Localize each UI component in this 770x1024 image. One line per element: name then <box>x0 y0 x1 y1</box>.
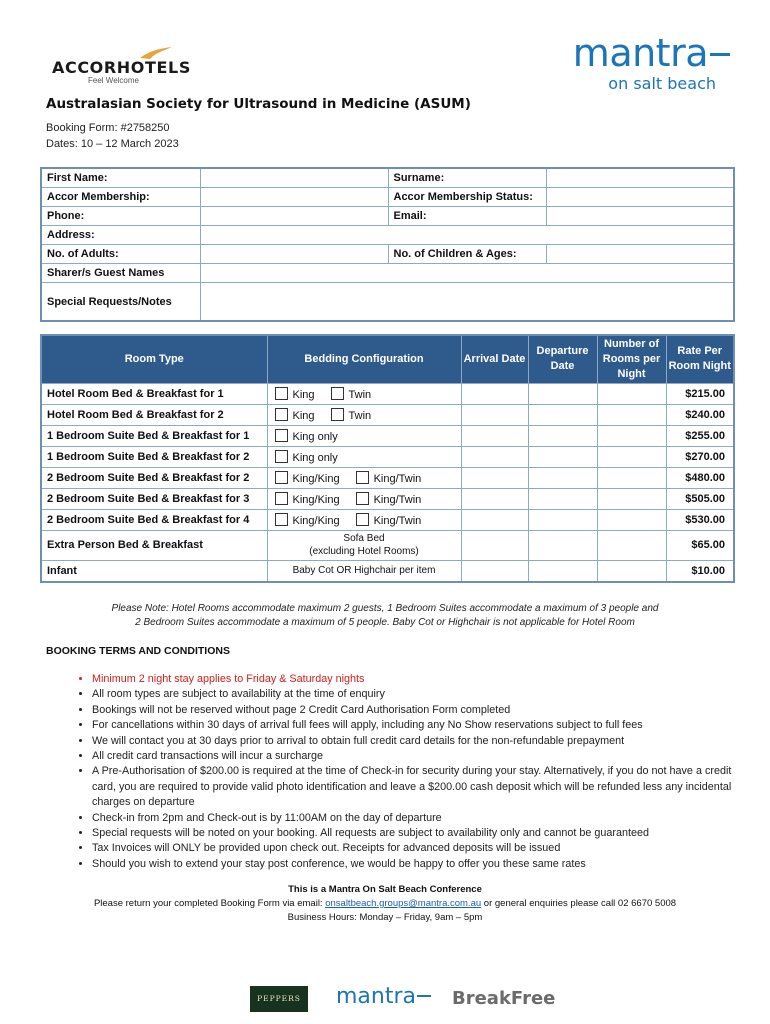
bedding-checkbox[interactable] <box>275 408 288 421</box>
bedding-checkbox[interactable] <box>275 513 288 526</box>
room-type-header: Room Type <box>41 335 267 383</box>
arrival-cell[interactable] <box>461 446 528 467</box>
bedding-checkbox[interactable] <box>275 492 288 505</box>
number-cell[interactable] <box>597 509 666 530</box>
phone-field[interactable] <box>200 207 388 226</box>
arrival-cell[interactable] <box>461 425 528 446</box>
accorhotels-logo <box>52 46 262 86</box>
mantra-footer-logo: mantra <box>336 984 431 1009</box>
table-row <box>41 488 734 509</box>
departure-cell[interactable] <box>528 488 597 509</box>
number-cell[interactable] <box>597 467 666 488</box>
room-type-cell: Hotel Room Bed & Breakfast for 2 <box>41 404 267 425</box>
number-rooms-header: Number of Rooms per Night <box>597 335 666 383</box>
list-item: • Should you wish to extend your stay post conference, we would be happy to offer you these same rates <box>92 857 752 872</box>
bedding-checkbox[interactable] <box>356 471 369 484</box>
room-type-cell: Infant <box>41 560 267 582</box>
table-row <box>41 446 734 467</box>
bedding-option-label: King only <box>292 451 338 464</box>
return-text: or general enquiries please call 02 6670 5008 <box>481 898 677 909</box>
bedding-cell <box>267 404 461 425</box>
bedding-cell <box>267 467 461 488</box>
bedding-checkbox[interactable] <box>275 471 288 484</box>
room-type-cell: 2 Bedroom Suite Bed & Breakfast for 4 <box>41 509 267 530</box>
departure-cell[interactable] <box>528 530 597 560</box>
number-cell[interactable] <box>597 560 666 582</box>
business-hours: Business Hours: Monday – Friday, 9am – 5pm <box>287 912 483 923</box>
bedding-checkbox[interactable] <box>275 450 288 463</box>
children-label: No. of Children & Ages: <box>388 245 546 264</box>
room-type-cell: 1 Bedroom Suite Bed & Breakfast for 2 <box>41 446 267 467</box>
table-row <box>41 467 734 488</box>
bedding-option-label: King <box>292 409 315 422</box>
departure-cell[interactable] <box>528 467 597 488</box>
arrival-cell[interactable] <box>461 530 528 560</box>
conference-statement: This is a Mantra On Salt Beach Conference <box>288 884 482 895</box>
arrival-cell[interactable] <box>461 560 528 582</box>
bedding-cell <box>267 530 461 560</box>
number-cell[interactable] <box>597 530 666 560</box>
list-item: • Minimum 2 night stay applies to Friday & Saturday nights <box>92 672 752 687</box>
list-item: • Tax Invoices will ONLY be provided upon check out. Receipts for advanced deposits will be issued <box>92 841 752 856</box>
room-type-cell: 2 Bedroom Suite Bed & Breakfast for 2 <box>41 467 267 488</box>
email-field[interactable] <box>546 207 734 226</box>
list-item: • Bookings will not be reserved without page 2 Credit Card Authorisation Form completed <box>92 703 752 718</box>
number-cell[interactable] <box>597 404 666 425</box>
departure-header: Departure Date <box>528 335 597 383</box>
list-item: • Special requests will be noted on your booking. All requests are subject to availability only and cannot be guaranteed <box>92 826 752 841</box>
rate-cell: $10.00 <box>666 560 734 582</box>
accor-membership-field[interactable] <box>200 188 388 207</box>
bedding-checkbox[interactable] <box>356 513 369 526</box>
accor-status-field[interactable] <box>546 188 734 207</box>
bedding-option-label: King/Twin <box>373 493 422 506</box>
rate-cell: $530.00 <box>666 509 734 530</box>
bedding-checkbox[interactable] <box>331 387 344 400</box>
room-type-cell: Hotel Room Bed & Breakfast for 1 <box>41 383 267 404</box>
sharer-field[interactable] <box>200 264 734 283</box>
bedding-cell <box>267 509 461 530</box>
occupancy-note <box>60 602 710 630</box>
arrival-cell[interactable] <box>461 383 528 404</box>
special-requests-label: Special Requests/Notes <box>41 283 200 322</box>
bedding-option-label: King/King <box>292 493 340 506</box>
arrival-cell[interactable] <box>461 404 528 425</box>
departure-cell[interactable] <box>528 446 597 467</box>
accor-membership-label: Accor Membership: <box>41 188 200 207</box>
bedding-option-label: King <box>292 388 315 401</box>
departure-cell[interactable] <box>528 560 597 582</box>
surname-field[interactable] <box>546 168 734 188</box>
departure-cell[interactable] <box>528 383 597 404</box>
children-field[interactable] <box>546 245 734 264</box>
arrival-cell[interactable] <box>461 509 528 530</box>
email-label: Email: <box>388 207 546 226</box>
accor-status-label: Accor Membership Status: <box>388 188 546 207</box>
arrival-cell[interactable] <box>461 467 528 488</box>
list-item: • Check-in from 2pm and Check-out is by 11:00AM on the day of departure <box>92 811 752 826</box>
bedding-cell: Baby Cot OR Highchair per item <box>267 560 461 582</box>
bedding-option-label: King only <box>292 430 338 443</box>
bedding-cell <box>267 425 461 446</box>
bedding-checkbox[interactable] <box>331 408 344 421</box>
terms-heading: BOOKING TERMS AND CONDITIONS <box>46 645 230 657</box>
list-item: • All credit card transactions will incur a surcharge <box>92 749 752 764</box>
adults-field[interactable] <box>200 245 388 264</box>
rate-cell: $270.00 <box>666 446 734 467</box>
mantra-wordmark: mantra <box>550 34 730 72</box>
special-requests-field[interactable] <box>200 283 734 322</box>
rate-cell: $505.00 <box>666 488 734 509</box>
bedding-option-label: King/Twin <box>373 472 422 485</box>
rate-cell: $65.00 <box>666 530 734 560</box>
rate-cell: $480.00 <box>666 467 734 488</box>
phone-label: Phone: <box>41 207 200 226</box>
room-rates-table <box>40 334 735 583</box>
accor-wordmark: ACCORHOTELS <box>52 58 191 77</box>
bedding-checkbox[interactable] <box>275 387 288 400</box>
rate-cell: $215.00 <box>666 383 734 404</box>
departure-cell[interactable] <box>528 509 597 530</box>
number-cell[interactable] <box>597 383 666 404</box>
bedding-text: Sofa Bed <box>343 533 385 544</box>
adults-label: No. of Adults: <box>41 245 200 264</box>
list-item: • All room types are subject to availability at the time of enquiry <box>92 687 752 702</box>
list-item: • For cancellations within 30 days of arrival full fees will apply, including any No Show reservations subject to full fees <box>92 718 752 733</box>
table-row <box>41 509 734 530</box>
list-item: • A Pre-Authorisation of $200.00 is required at the time of Check-in for security during your stay. Alternatively, if you do not have a credit card, you are required to provide valid photo identification and leave a $200.00 cash deposit which will be refunded less any incidental charges on departure <box>92 764 752 810</box>
address-label: Address: <box>41 226 200 245</box>
bedding-option-label: Twin <box>348 409 372 422</box>
sharer-label: Sharer/s Guest Names <box>41 264 200 283</box>
table-row <box>41 560 734 582</box>
bedding-text: (excluding Hotel Rooms) <box>309 546 419 557</box>
booking-form-number: Booking Form: #2758250 <box>46 122 170 134</box>
page-title: Australasian Society for Ultrasound in Medicine (ASUM) <box>46 96 471 112</box>
table-row <box>41 425 734 446</box>
return-text: Please return your completed Booking Form via email: <box>93 898 326 909</box>
room-type-cell: 1 Bedroom Suite Bed & Breakfast for 1 <box>41 425 267 446</box>
return-instructions <box>40 898 730 909</box>
room-type-cell: 2 Bedroom Suite Bed & Breakfast for 3 <box>41 488 267 509</box>
event-dates: Dates: 10 – 12 March 2023 <box>46 138 179 150</box>
bedding-checkbox[interactable] <box>275 429 288 442</box>
surname-label: Surname: <box>388 168 546 188</box>
first-name-field[interactable] <box>200 168 388 188</box>
room-type-cell: Extra Person Bed & Breakfast <box>41 530 267 560</box>
occupancy-note-line: Please Note: Hotel Rooms accommodate maximum 2 guests, 1 Bedroom Suites accommodate a maximum of 3 people and <box>111 603 659 614</box>
arrival-header: Arrival Date <box>461 335 528 383</box>
bedding-cell <box>267 446 461 467</box>
bedding-header: Bedding Configuration <box>267 335 461 383</box>
mantra-subtitle: on salt beach <box>608 74 716 93</box>
number-cell[interactable] <box>597 488 666 509</box>
address-field[interactable] <box>200 226 734 245</box>
breakfree-logo: BreakFree <box>452 988 556 1009</box>
arrival-cell[interactable] <box>461 488 528 509</box>
mantra-logo <box>550 31 730 98</box>
first-name-label: First Name: <box>41 168 200 188</box>
bedding-cell <box>267 383 461 404</box>
table-row <box>41 530 734 560</box>
bedding-checkbox[interactable] <box>356 492 369 505</box>
rate-cell: $255.00 <box>666 425 734 446</box>
list-item: • We will contact you at 30 days prior to arrival to obtain full credit card details for the non-refundable prepayment <box>92 734 752 749</box>
contact-email-link[interactable]: onsaltbeach.groups@mantra.com.au <box>325 898 482 909</box>
bedding-option-label: King/King <box>292 472 340 485</box>
guest-details-table <box>40 167 735 322</box>
number-cell[interactable] <box>597 425 666 446</box>
bedding-cell <box>267 488 461 509</box>
peppers-logo: PEPPERS <box>250 986 308 1012</box>
terms-list <box>66 672 752 872</box>
occupancy-note-line: 2 Bedroom Suites accommodate a maximum of 5 people. Baby Cot or Highchair is not applicable for Hotel Room <box>135 617 635 628</box>
table-row <box>41 383 734 404</box>
bedding-option-label: Twin <box>348 388 372 401</box>
bedding-option-label: King/King <box>292 514 340 527</box>
table-row <box>41 404 734 425</box>
bedding-option-label: King/Twin <box>373 514 422 527</box>
accor-tagline: Feel Welcome <box>88 76 139 85</box>
departure-cell[interactable] <box>528 404 597 425</box>
rate-header: Rate Per Room Night <box>666 335 734 383</box>
departure-cell[interactable] <box>528 425 597 446</box>
rate-cell: $240.00 <box>666 404 734 425</box>
number-cell[interactable] <box>597 446 666 467</box>
